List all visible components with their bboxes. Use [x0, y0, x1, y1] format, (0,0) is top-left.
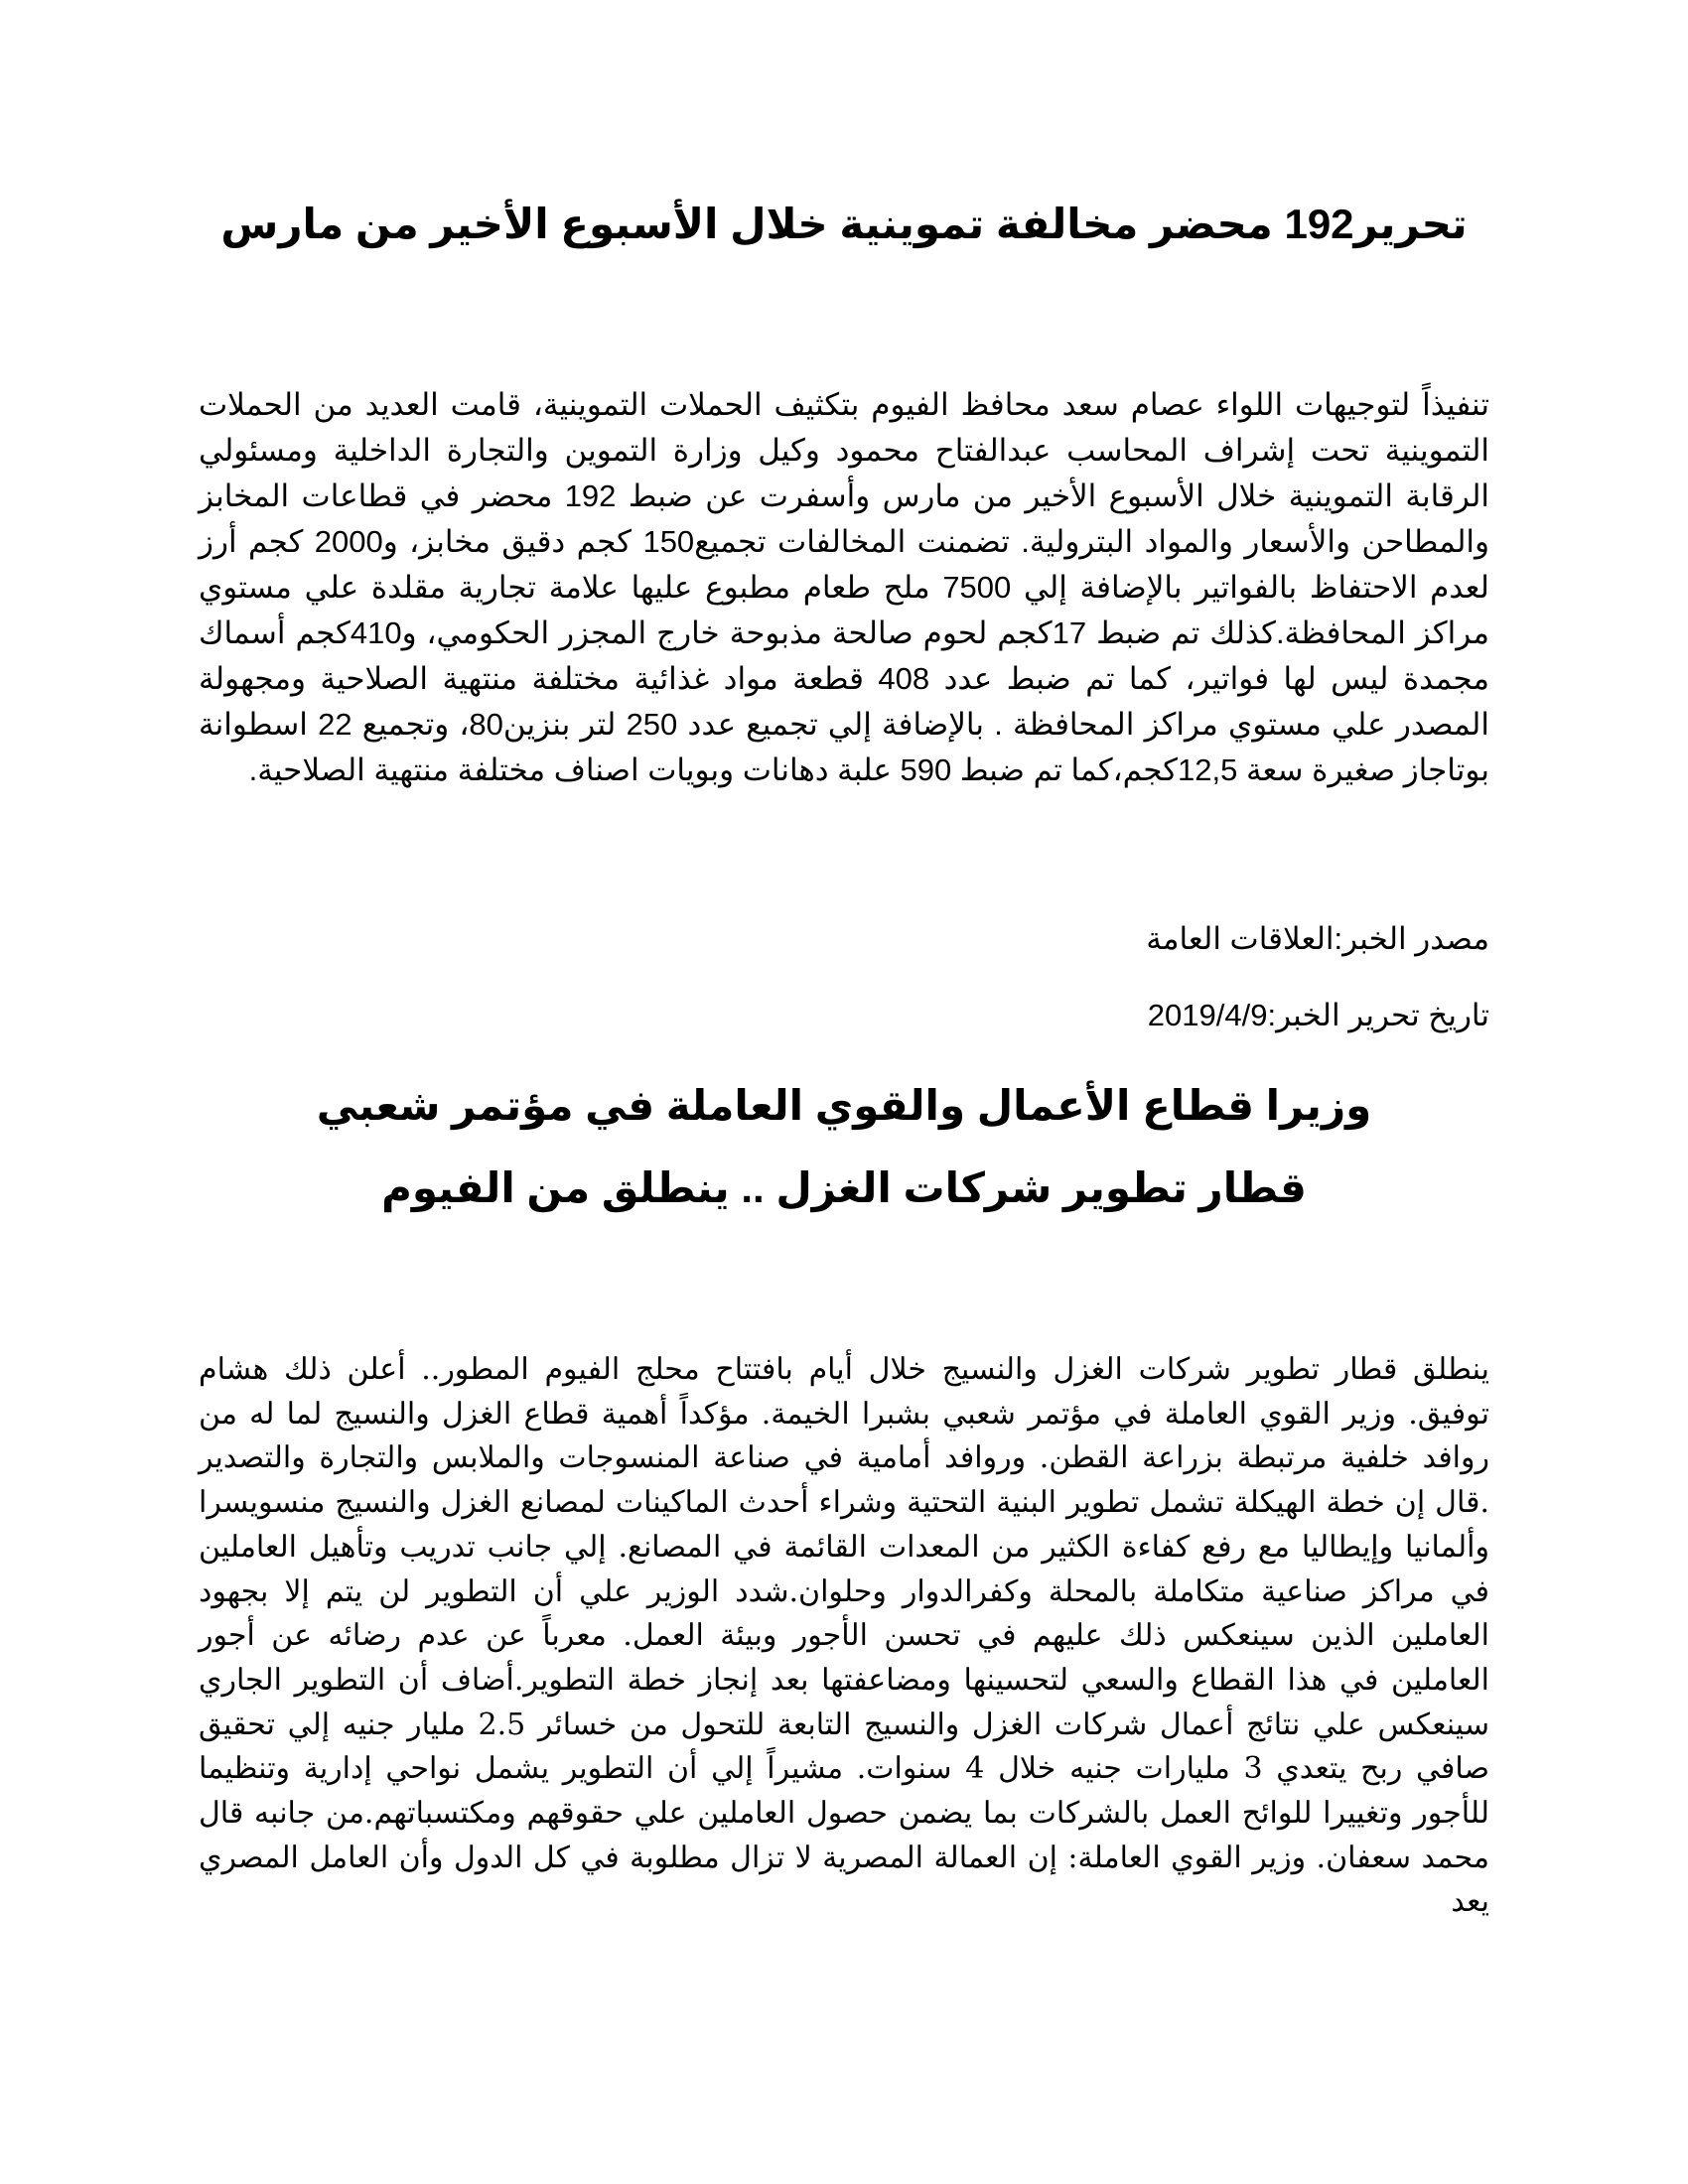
article1-source: مصدر الخبر:العلاقات العامة — [1146, 921, 1489, 956]
article1-date — [199, 993, 1489, 1038]
article2-body: ينطلق قطار تطوير شركات الغزل والنسيج خلال أيام بافتتاح محلج الفيوم المطور.. أعلن ذلك هشام توفيق. وزير القوي العاملة في مؤتمر شعبي بشبرا الخيمة. مؤكداً أهمية قطاع الغزل والنسيج لما له من روافد خلفية مرتبطة بزراعة القطن. وروافد أمامية في صناعة المنسوجات والملابس والتجارة والتصدير .قال إن خطة الهيكلة تشمل تطوير البنية التحتية وشراء أحدث الماكينات لمصانع الغزل والنسيج منسويسرا وألمانيا وإيطاليا مع رفع كفاءة الكثير من المعدات القائمة في المصانع. إلي جانب تدريب وتأهيل العاملين في مراكز صناعية متكاملة بالمحلة وكفرالدوار وحلوان.شدد الوزير علي أن التطوير لن يتم إلا بجهود العاملين الذين سينعكس ذلك عليهم في تحسن الأجور وبيئة العمل. معرباً عن عدم رضائه عن أجور العاملين في هذا القطاع والسعي لتحسينها ومضاعفتها بعد إنجاز خطة التطوير.أضاف أن التطوير الجاري سينعكس علي نتائج أعمال شركات الغزل والنسيج التابعة للتحول من خسائر 2.5 مليار جنيه إلي تحقيق صافي ربح يتعدي 3 مليارات جنيه خلال 4 سنوات. مشيراً إلي أن التطوير يشمل نواحي إدارية وتنظيما للأجور وتغييرا للوائح العمل بالشركات بما يضمن حصول العاملين علي حقوقهم ومكتسباتهم.من جانبه قال محمد سعفان. وزير القوي العاملة: إن العمالة المصرية لا تزال مطلوبة في كل الدول وأن العامل المصري يعد — [199, 1352, 1490, 1920]
article1-title: تحرير192 محضر مخالفة تموينية خلال الأسبوع الأخير من مارس — [220, 201, 1468, 247]
article1-body: تنفيذاً لتوجيهات اللواء عصام سعد محافظ الفيوم بتكثيف الحملات التموينية، قامت العديد من الحملات التموينية تحت إشراف المحاسب عبدالفتاح محمود وكيل وزارة التموين والتجارة الداخلية ومسئولي الرقابة التموينية خلال الأسبوع الأخير من مارس وأسفرت عن ضبط 192 محضر في قطاعات المخابز والمطاحن والأسعار والمواد البترولية. تضمنت المخالفات تجميع150 كجم دقيق مخابز، و2000 كجم أرز لعدم الاحتفاظ بالفواتير بالإضافة إلي 7500 ملح طعام مطبوع عليها علامة تجارية مقلدة علي مستوي مراكز المحافظة.كذلك تم ضبط 17كجم لحوم صالحة مذبوحة خارج المجزر الحكومي، و410كجم أسماك مجمدة ليس لها فواتير، كما تم ضبط عدد 408 قطعة مواد غذائية مختلفة منتهية الصلاحية ومجهولة المصدر علي مستوي مراكز المحافظة . بالإضافة إلي تجميع عدد 250 لتر بنزين80، وتجميع 22 اسطوانة بوتاجاز صغيرة سعة 12,5كجم،كما تم ضبط 590 علبة دهانات وبويات اصناف مختلفة منتهية الصلاحية. — [199, 387, 1489, 787]
article1-date-value: 2019/4/9 — [1147, 998, 1268, 1032]
article2-title-line1: وزيرا قطاع الأعمال والقوي العاملة في مؤتمر شعبي — [316, 1082, 1372, 1129]
article1-date-label: تاريخ تحرير الخبر: — [1267, 998, 1489, 1032]
article2-title-line2: قطار تطوير شركات الغزل .. ينطلق من الفيوم — [381, 1164, 1307, 1211]
